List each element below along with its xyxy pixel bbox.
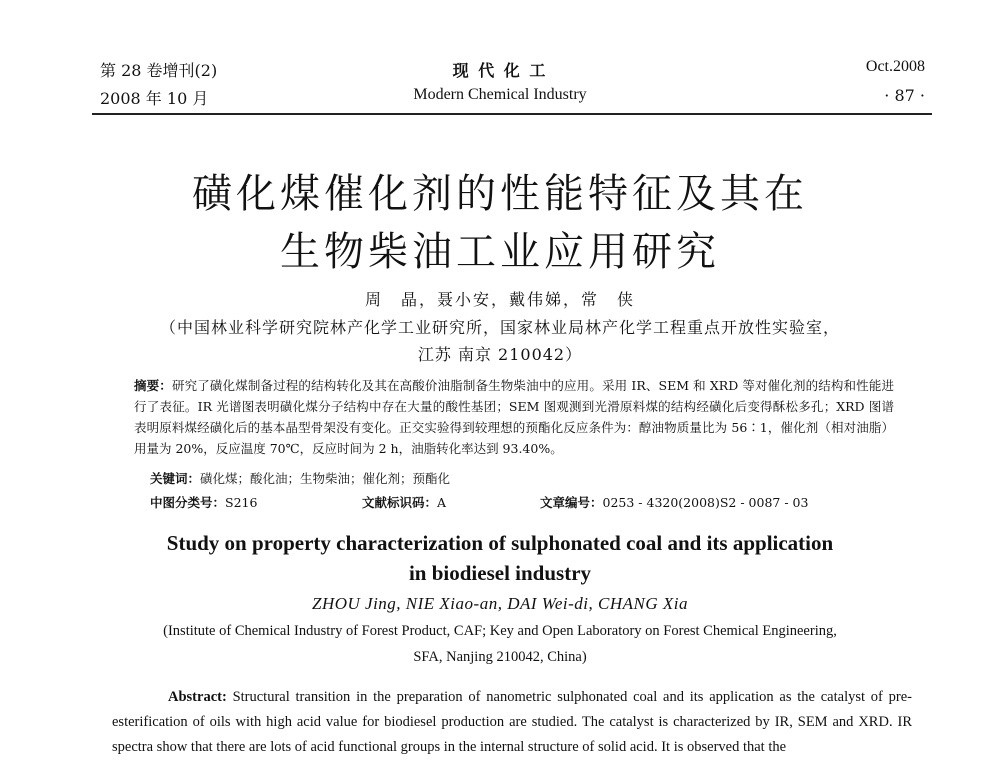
- volume-issue: 第 28 卷增刊(2): [100, 61, 218, 80]
- journal-name-en: Modern Chemical Industry: [413, 86, 587, 103]
- authors-cn: 周 晶，聂小安，戴伟娣，常 侠: [364, 290, 635, 309]
- article-number: [540, 493, 808, 511]
- authors-en: ZHOU Jing, NIE Xiao-an, DAI Wei-di, CHANG Xia: [311, 594, 688, 613]
- abstract-en-label: Abstract:: [168, 689, 227, 705]
- issue-date-cn: 2008 年 10 月: [100, 89, 209, 108]
- title-cn-line2: 生物柴油工业应用研究: [280, 229, 720, 275]
- affiliation-cn-line2: 江苏 南京 210042）: [417, 345, 583, 364]
- title-cn-line1: 磺化煤催化剂的性能特征及其在: [192, 171, 808, 217]
- abstract-cn: [134, 375, 894, 459]
- article-label: 文章编号：: [540, 495, 603, 510]
- clc-value: S216: [225, 495, 258, 510]
- affiliation-en-line1: (Institute of Chemical Industry of Forest Product, CAF; Key and Open Laboratory on Forest Chemical Engineering,: [163, 623, 837, 639]
- abstract-cn-text: 研究了磺化煤制备过程的结构转化及其在高酸价油脂制备生物柴油中的应用。采用 IR、SEM 和 XRD 等对催化剂的结构和性能进行了表征。IR 光谱图表明磺化煤分子结构中存在大量的酸性基团；SEM 图观测到光滑原料煤的结构经磺化后变得酥松多孔；XRD 图谱表明原料煤经磺化后的基本晶型骨架没有变化。正交实验得到较理想的预酯化反应条件为：醇油物质量比为 56∶1，催化剂（相对油脂）用量为 20%，反应温度 70℃，反应时间为 2 h，油脂转化率达到 93.40%。: [134, 378, 894, 456]
- document-code: [362, 493, 446, 511]
- doc-value: A: [437, 495, 447, 510]
- abstract-en: [112, 685, 912, 760]
- page-number: · 87 ·: [884, 86, 925, 105]
- journal-name-cn: 现 代 化 工: [452, 61, 548, 80]
- abstract-en-text: Structural transition in the preparation of nanometric sulphonated coal and its application as the catalyst of pre-esterification of oils with high acid value for biodiesel production are studied. The catalyst is characterized by IR, SEM and XRD. IR spectra show that there are lots of acid functional groups in the internal structure of solid acid. It is observed that the: [112, 689, 913, 755]
- affiliation-en-line2: SFA, Nanjing 210042, China): [413, 649, 587, 665]
- keywords-cn: [150, 469, 450, 487]
- abstract-cn-label: 摘要：: [134, 378, 172, 393]
- issue-date-en: Oct.2008: [865, 58, 925, 75]
- affiliation-cn-line1: （中国林业科学研究院林产化学工业研究所，国家林业局林产化学工程重点开放性实验室，: [159, 318, 840, 337]
- clc-label: 中图分类号：: [150, 495, 226, 510]
- doc-label: 文献标识码：: [362, 495, 438, 510]
- keywords-cn-text: 磺化煤；酸化油；生物柴油；催化剂；预酯化: [200, 471, 451, 486]
- title-en-line1: Study on property characterization of sulphonated coal and its application: [166, 531, 834, 555]
- article-value: 0253 - 4320(2008)S2 - 0087 - 03: [602, 495, 809, 510]
- title-en-line2: in biodiesel industry: [408, 561, 592, 585]
- header-rule: [92, 113, 932, 115]
- keywords-cn-label: 关键词：: [150, 471, 201, 486]
- clc-number: [150, 493, 257, 511]
